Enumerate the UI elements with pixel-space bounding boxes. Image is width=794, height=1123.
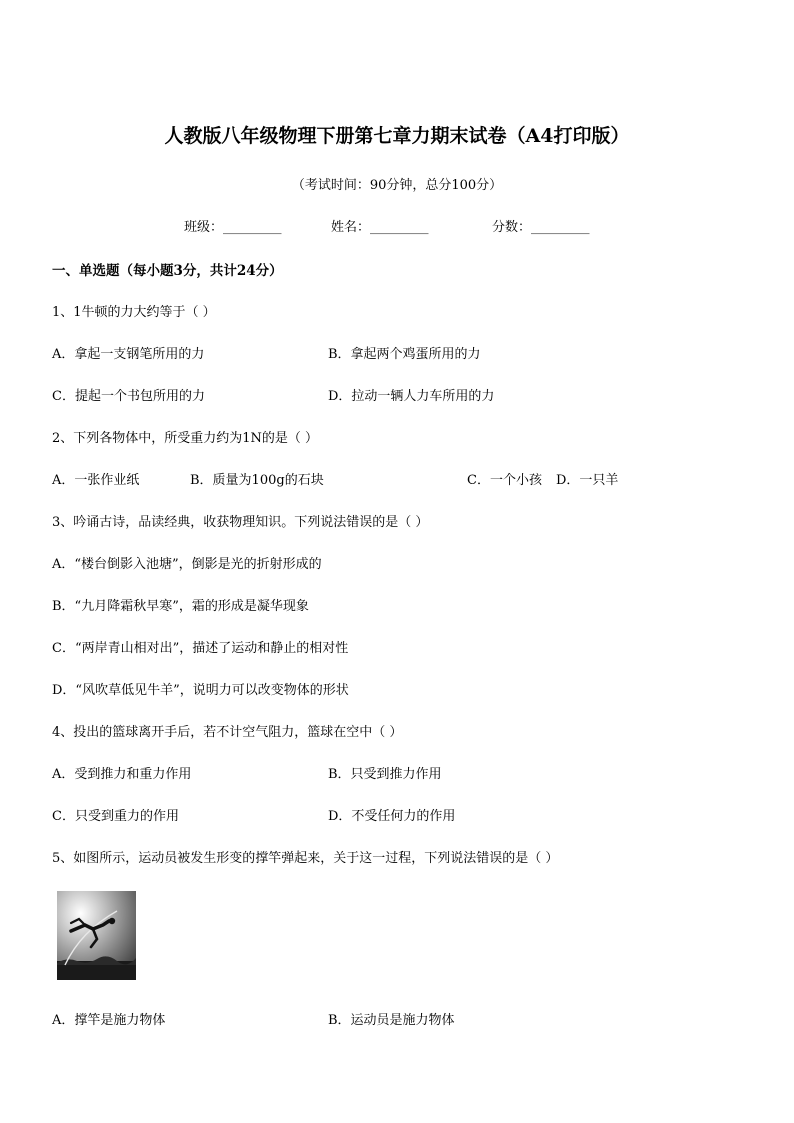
option-a: A．一张作业纸 [52, 473, 140, 488]
question-stem: 4、投出的篮球离开手后，若不计空气阻力，篮球在空中（ ） [52, 725, 403, 740]
section-heading: 一、单选题（每小题3分，共计24分） [52, 263, 283, 279]
option-c: C．一个小孩 [467, 473, 542, 488]
question-stem: 3、吟诵古诗，品读经典，收获物理知识。下列说法错误的是（ ） [52, 515, 429, 530]
score-field: 分数：_________ [492, 220, 590, 235]
option-c: C．只受到重力的作用 [52, 809, 179, 824]
option-a: A．“楼台倒影入池塘”，倒影是光的折射形成的 [52, 557, 322, 572]
class-field: 班级：_________ [184, 220, 282, 235]
option-b: B．运动员是施力物体 [328, 1013, 455, 1028]
question-stem: 1、1牛顿的力大约等于（ ） [52, 305, 216, 320]
option-d: D．拉动一辆人力车所用的力 [328, 389, 495, 404]
exam-duration-note: （考试时间：90分钟，总分100分） [291, 178, 503, 193]
option-a: A．拿起一支钢笔所用的力 [52, 347, 205, 362]
option-c: C．“两岸青山相对出”，描述了运动和静止的相对性 [52, 641, 349, 656]
option-a: A．撑竿是施力物体 [52, 1013, 166, 1028]
question-stem: 5、如图所示，运动员被发生形变的撑竿弹起来，关于这一过程，下列说法错误的是（ ） [52, 851, 559, 866]
pole-vault-photo [57, 891, 136, 980]
option-c: C．提起一个书包所用的力 [52, 389, 205, 404]
option-b: B．质量为100g的石块 [190, 473, 324, 488]
option-b: B．只受到推力作用 [328, 767, 442, 782]
name-field: 姓名：_________ [331, 220, 429, 235]
option-d: D．不受任何力的作用 [328, 809, 456, 824]
question-stem: 2、下列各物体中，所受重力约为1N的是（ ） [52, 431, 319, 446]
option-b: B．“九月降霜秋早寒”，霜的形成是凝华现象 [52, 599, 309, 614]
option-d: D．“风吹草低见牛羊”，说明力可以改变物体的形状 [52, 683, 349, 698]
option-d: D．一只羊 [556, 473, 619, 488]
option-b: B．拿起两个鸡蛋所用的力 [328, 347, 481, 362]
option-a: A．受到推力和重力作用 [52, 767, 192, 782]
page-title: 人教版八年级物理下册第七章力期末试卷（A4打印版） [164, 125, 630, 147]
